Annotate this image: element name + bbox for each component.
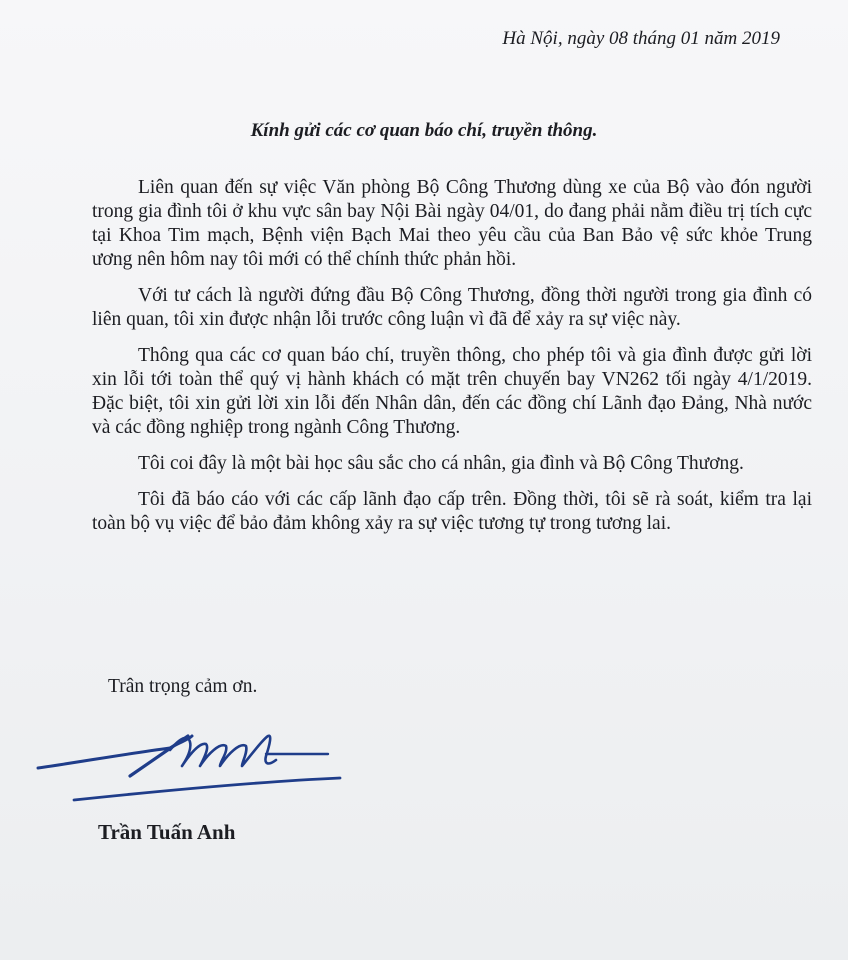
closing-line: Trân trọng cảm ơn. [108,676,258,697]
signer-name: Trần Tuấn Anh [98,820,236,844]
letter-body [92,176,812,548]
paragraph: Liên quan đến sự việc Văn phòng Bộ Công Thương dùng xe của Bộ vào đón người trong gia đình tôi ở khu vực sân bay Nội Bài ngày 04/01, do đang phải nằm điều trị tích cực tại Khoa Tim mạch, Bệnh viện Bạch Mai theo yêu cầu của Ban Bảo vệ sức khỏe Trung ương nên hôm nay tôi mới có thể chính thức phản hồi. [92,177,812,270]
date-line: Hà Nội, ngày 08 tháng 01 năm 2019 [502,28,780,49]
salutation: Kính gửi các cơ quan báo chí, truyền thông. [250,120,598,141]
paragraph: Thông qua các cơ quan báo chí, truyền thông, cho phép tôi và gia đình được gửi lời xin lỗi tới toàn thể quý vị hành khách có mặt trên chuyến bay VN262 tối ngày 4/1/2019. Đặc biệt, tôi xin gửi lời xin lỗi đến Nhân dân, đến các đồng chí Lãnh đạo Đảng, Nhà nước và các đồng nghiệp trong ngành Công Thương. [92,345,812,438]
paragraph: Tôi coi đây là một bài học sâu sắc cho cá nhân, gia đình và Bộ Công Thương. [138,453,744,474]
handwritten-signature [30,720,360,810]
paragraph: Với tư cách là người đứng đầu Bộ Công Thương, đồng thời người trong gia đình có liên quan, tôi xin được nhận lỗi trước công luận vì đã để xảy ra sự việc này. [92,285,812,330]
paragraph: Tôi đã báo cáo với các cấp lãnh đạo cấp trên. Đồng thời, tôi sẽ rà soát, kiểm tra lại toàn bộ vụ việc để bảo đảm không xảy ra sự việc tương tự trong tương lai. [92,489,812,534]
